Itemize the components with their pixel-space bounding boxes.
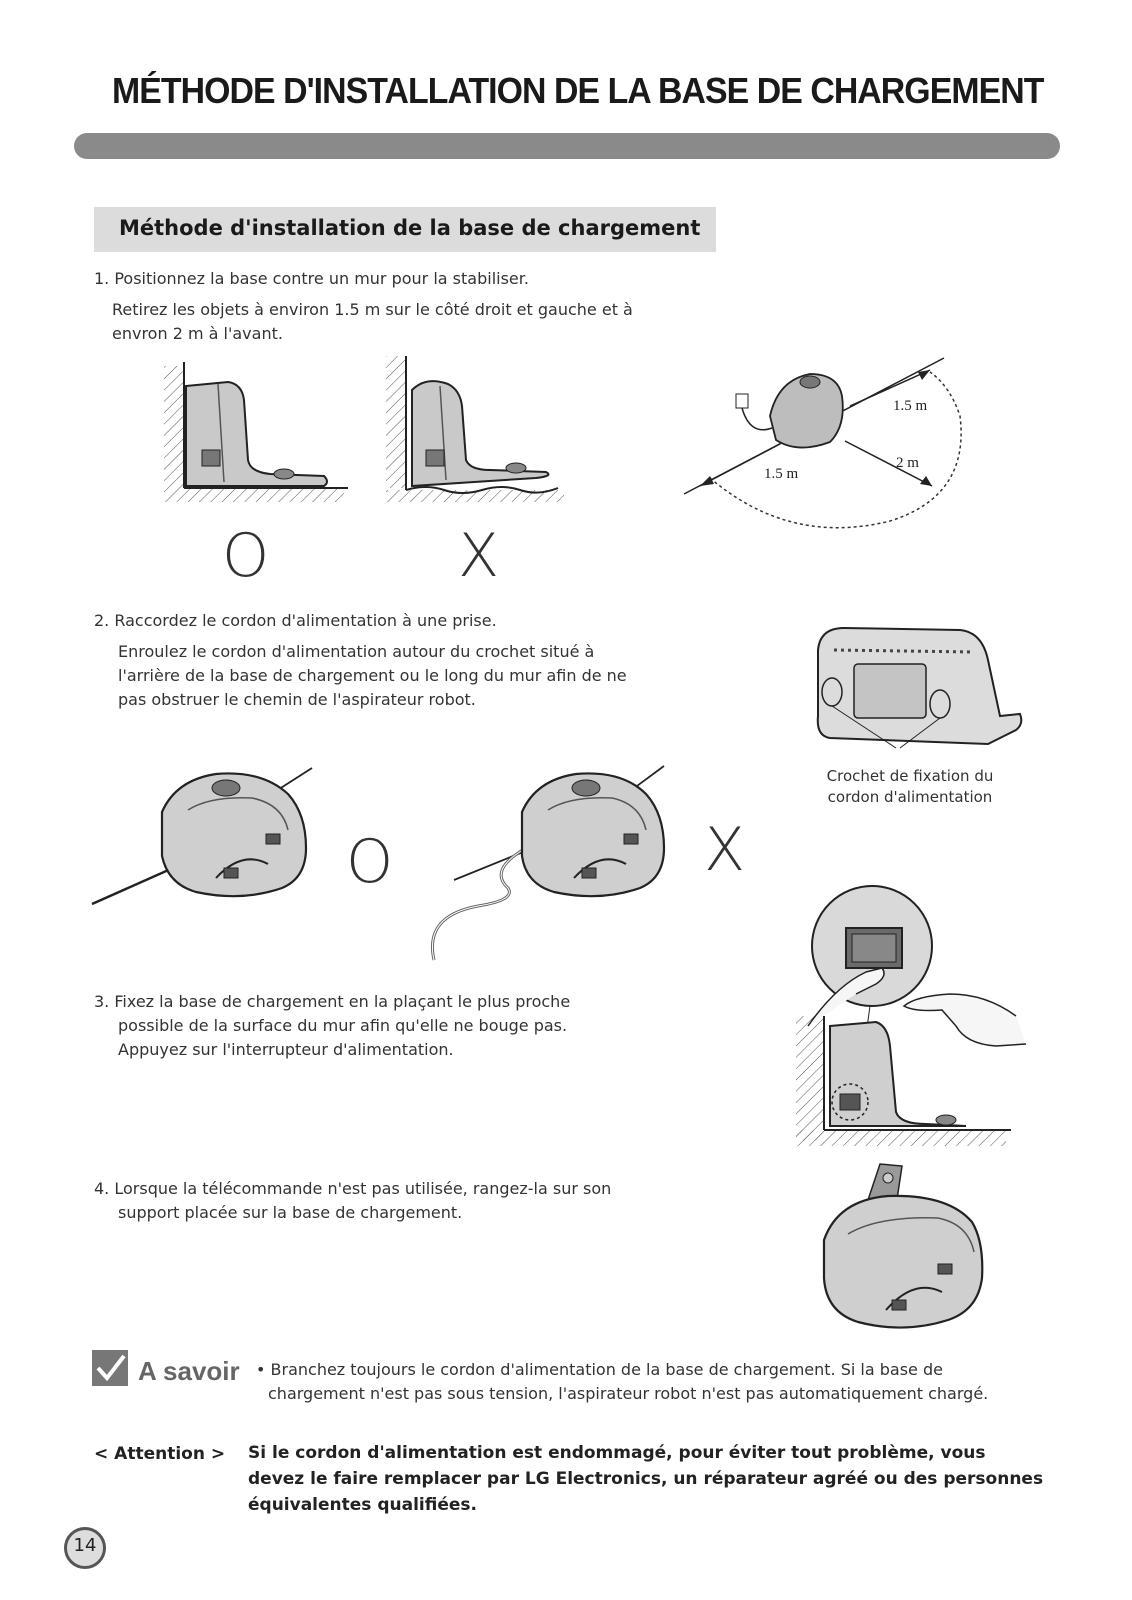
check-icon [92, 1350, 128, 1386]
correct-symbol-1: O [222, 521, 270, 591]
hook-caption-line-1: Crochet de fixation du [826, 767, 994, 785]
section-title: Méthode d'installation de la base de chargement [119, 216, 701, 240]
attention-label: < Attention > [94, 1444, 226, 1464]
dist-front-label: 2 m [896, 455, 919, 471]
step-2-line-4: pas obstruer le chemin de l'aspirateur robot. [118, 690, 476, 709]
base-back-illustration [810, 620, 1030, 750]
cord-wrong-illustration [418, 760, 668, 960]
note-line-1: • Branchez toujours le cordon d'alimentation de la base de chargement. Si la base de [256, 1360, 943, 1379]
attention-line-2: devez le faire remplacer par LG Electronics, un réparateur agréé ou des personnes [248, 1469, 1044, 1489]
step-1-line-1: 1. Positionnez la base contre un mur pour la stabiliser. [94, 269, 529, 288]
power-switch-illustration [796, 876, 1026, 1166]
remote-storage-illustration [818, 1160, 988, 1340]
page-number: 14 [73, 1535, 97, 1556]
clearance-diagram [680, 356, 960, 546]
step-3-line-1: 3. Fixez la base de chargement en la plaçant le plus proche [94, 992, 571, 1011]
note-line-2: chargement n'est pas sous tension, l'aspirateur robot n'est pas automatiquement chargé. [268, 1384, 989, 1403]
wrong-symbol-1: X [458, 521, 500, 591]
page-title: MÉTHODE D'INSTALLATION DE LA BASE DE CHARGEMENT [112, 70, 1044, 111]
dist-right-label: 1.5 m [893, 398, 928, 414]
step-3-line-3: Appuyez sur l'interrupteur d'alimentation. [118, 1040, 454, 1059]
dist-left-label: 1.5 m [764, 466, 799, 482]
correct-symbol-2: O [346, 827, 394, 897]
attention-line-3: équivalentes qualifiées. [248, 1495, 477, 1515]
cord-correct-illustration [92, 760, 322, 910]
step-2-line-2: Enroulez le cordon d'alimentation autour du crochet situé à [118, 642, 595, 661]
correct-placement-illustration [164, 356, 364, 516]
step-2-line-1: 2. Raccordez le cordon d'alimentation à une prise. [94, 611, 497, 630]
step-1-line-2: Retirez les objets à environ 1.5 m sur le côté droit et gauche et à [112, 300, 633, 319]
step-4-line-1: 4. Lorsque la télécommande n'est pas utilisée, rangez-la sur son [94, 1179, 612, 1198]
title-underline-bar [74, 133, 1060, 159]
step-4-line-2: support placée sur la base de chargement. [118, 1203, 463, 1222]
wrong-placement-illustration [386, 356, 586, 516]
hook-caption-line-2: cordon d'alimentation [827, 788, 993, 806]
step-1-line-3: envron 2 m à l'avant. [112, 324, 283, 343]
note-label: A savoir [138, 1356, 240, 1386]
step-2-line-3: l'arrière de la base de chargement ou le long du mur afin de ne [118, 666, 627, 685]
step-3-line-2: possible de la surface du mur afin qu'elle ne bouge pas. [118, 1016, 568, 1035]
wrong-symbol-2: X [704, 815, 746, 885]
attention-line-1: Si le cordon d'alimentation est endommagé, pour éviter tout problème, vous [248, 1443, 986, 1463]
